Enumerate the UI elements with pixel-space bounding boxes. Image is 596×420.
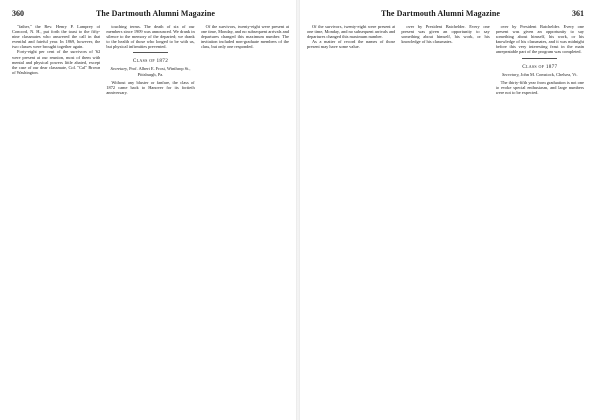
- secretary-name: John M. Comstock, Chelsea, Vt.: [520, 71, 578, 77]
- section-divider: [522, 58, 557, 59]
- left-columns: [12, 24, 289, 416]
- left-magazine-title: The Dartmouth Alumni Magazine: [95, 9, 216, 18]
- secretary-label: Secretary,: [502, 71, 520, 77]
- paragraph: "father," the Rev. Henry P. Lamprey of Concord, N. H., put forth the toast to the fifty-nine classmates who answered the call in that eventful and fateful year. In 1869, however, the two classes were brought together again.: [12, 24, 101, 50]
- paragraph: over by President Batchelder. Every one present was given an opportunity to say something about himself, his work, or his knowledge of his classmates, and it was midnight before this very interesting feast in the main unrepeatable part of the program was completed.: [495, 24, 584, 55]
- paragraph: Forty-eight per cent of the survivors of '62 were present at our reunion, most of them with mental and physical powers little abated, except the case of our dear classmate, Col. "Cal" Brown of Washington.: [12, 49, 101, 75]
- right-page: [298, 0, 596, 420]
- left-running-head: [12, 8, 289, 20]
- right-column-3: [496, 24, 584, 416]
- section-divider: [133, 52, 168, 53]
- paragraph: The thirty-fifth year from graduation is not one to evoke special enthusiasm, and large numbers were not to be expected.: [495, 79, 584, 95]
- secretary-label: Secretary,: [110, 66, 128, 72]
- right-columns: [307, 24, 584, 416]
- right-column-2: [401, 24, 489, 416]
- paragraph: Of the survivors, twenty-eight were present at one time, Monday, and no subsequent arrivals and departures changed this maximum number.: [307, 24, 396, 40]
- secretary-1877: [496, 72, 584, 77]
- secretary-1872: [106, 66, 194, 76]
- secretary-name: Prof. Albert E. Frost, Winthrop St., Pittsburgh, Pa.: [129, 66, 191, 77]
- left-column-2: [106, 24, 194, 416]
- paragraph: Of the survivors, twenty-eight were present at one time, Monday, and no subsequent arrivals and departures changed this maximum number. The invitation included non-graduate members of the class, but only one responded.: [200, 24, 289, 50]
- class-of-1877-heading: Class of 1877: [522, 63, 558, 70]
- class-of-1872-heading: Class of 1872: [132, 58, 169, 65]
- left-column-3: [201, 24, 289, 416]
- left-page-number: 360: [12, 9, 24, 18]
- paragraph: Without any bluster or fanfare, the class of 1872 came back to Hanover for its fortieth anniversary.: [106, 79, 195, 95]
- paragraph: As a matter of record the names of those present may have some value.: [307, 39, 396, 50]
- right-magazine-title: The Dartmouth Alumni Magazine: [380, 9, 501, 18]
- right-column-1: [307, 24, 395, 416]
- right-page-number: 361: [572, 9, 584, 18]
- paragraph: over by President Batchelder. Every one present was given an opportunity to say something about himself, his work, or his knowledge of his classmates.: [401, 24, 490, 45]
- left-column-1: [12, 24, 100, 416]
- right-running-head: [307, 8, 584, 20]
- paragraph: touching terms. The death of six of our members since 1909 was announced. We drank in silence to the memory of the departed; we drank to the health of those who longed to be with us, but physical infirmities prevented.: [106, 24, 195, 50]
